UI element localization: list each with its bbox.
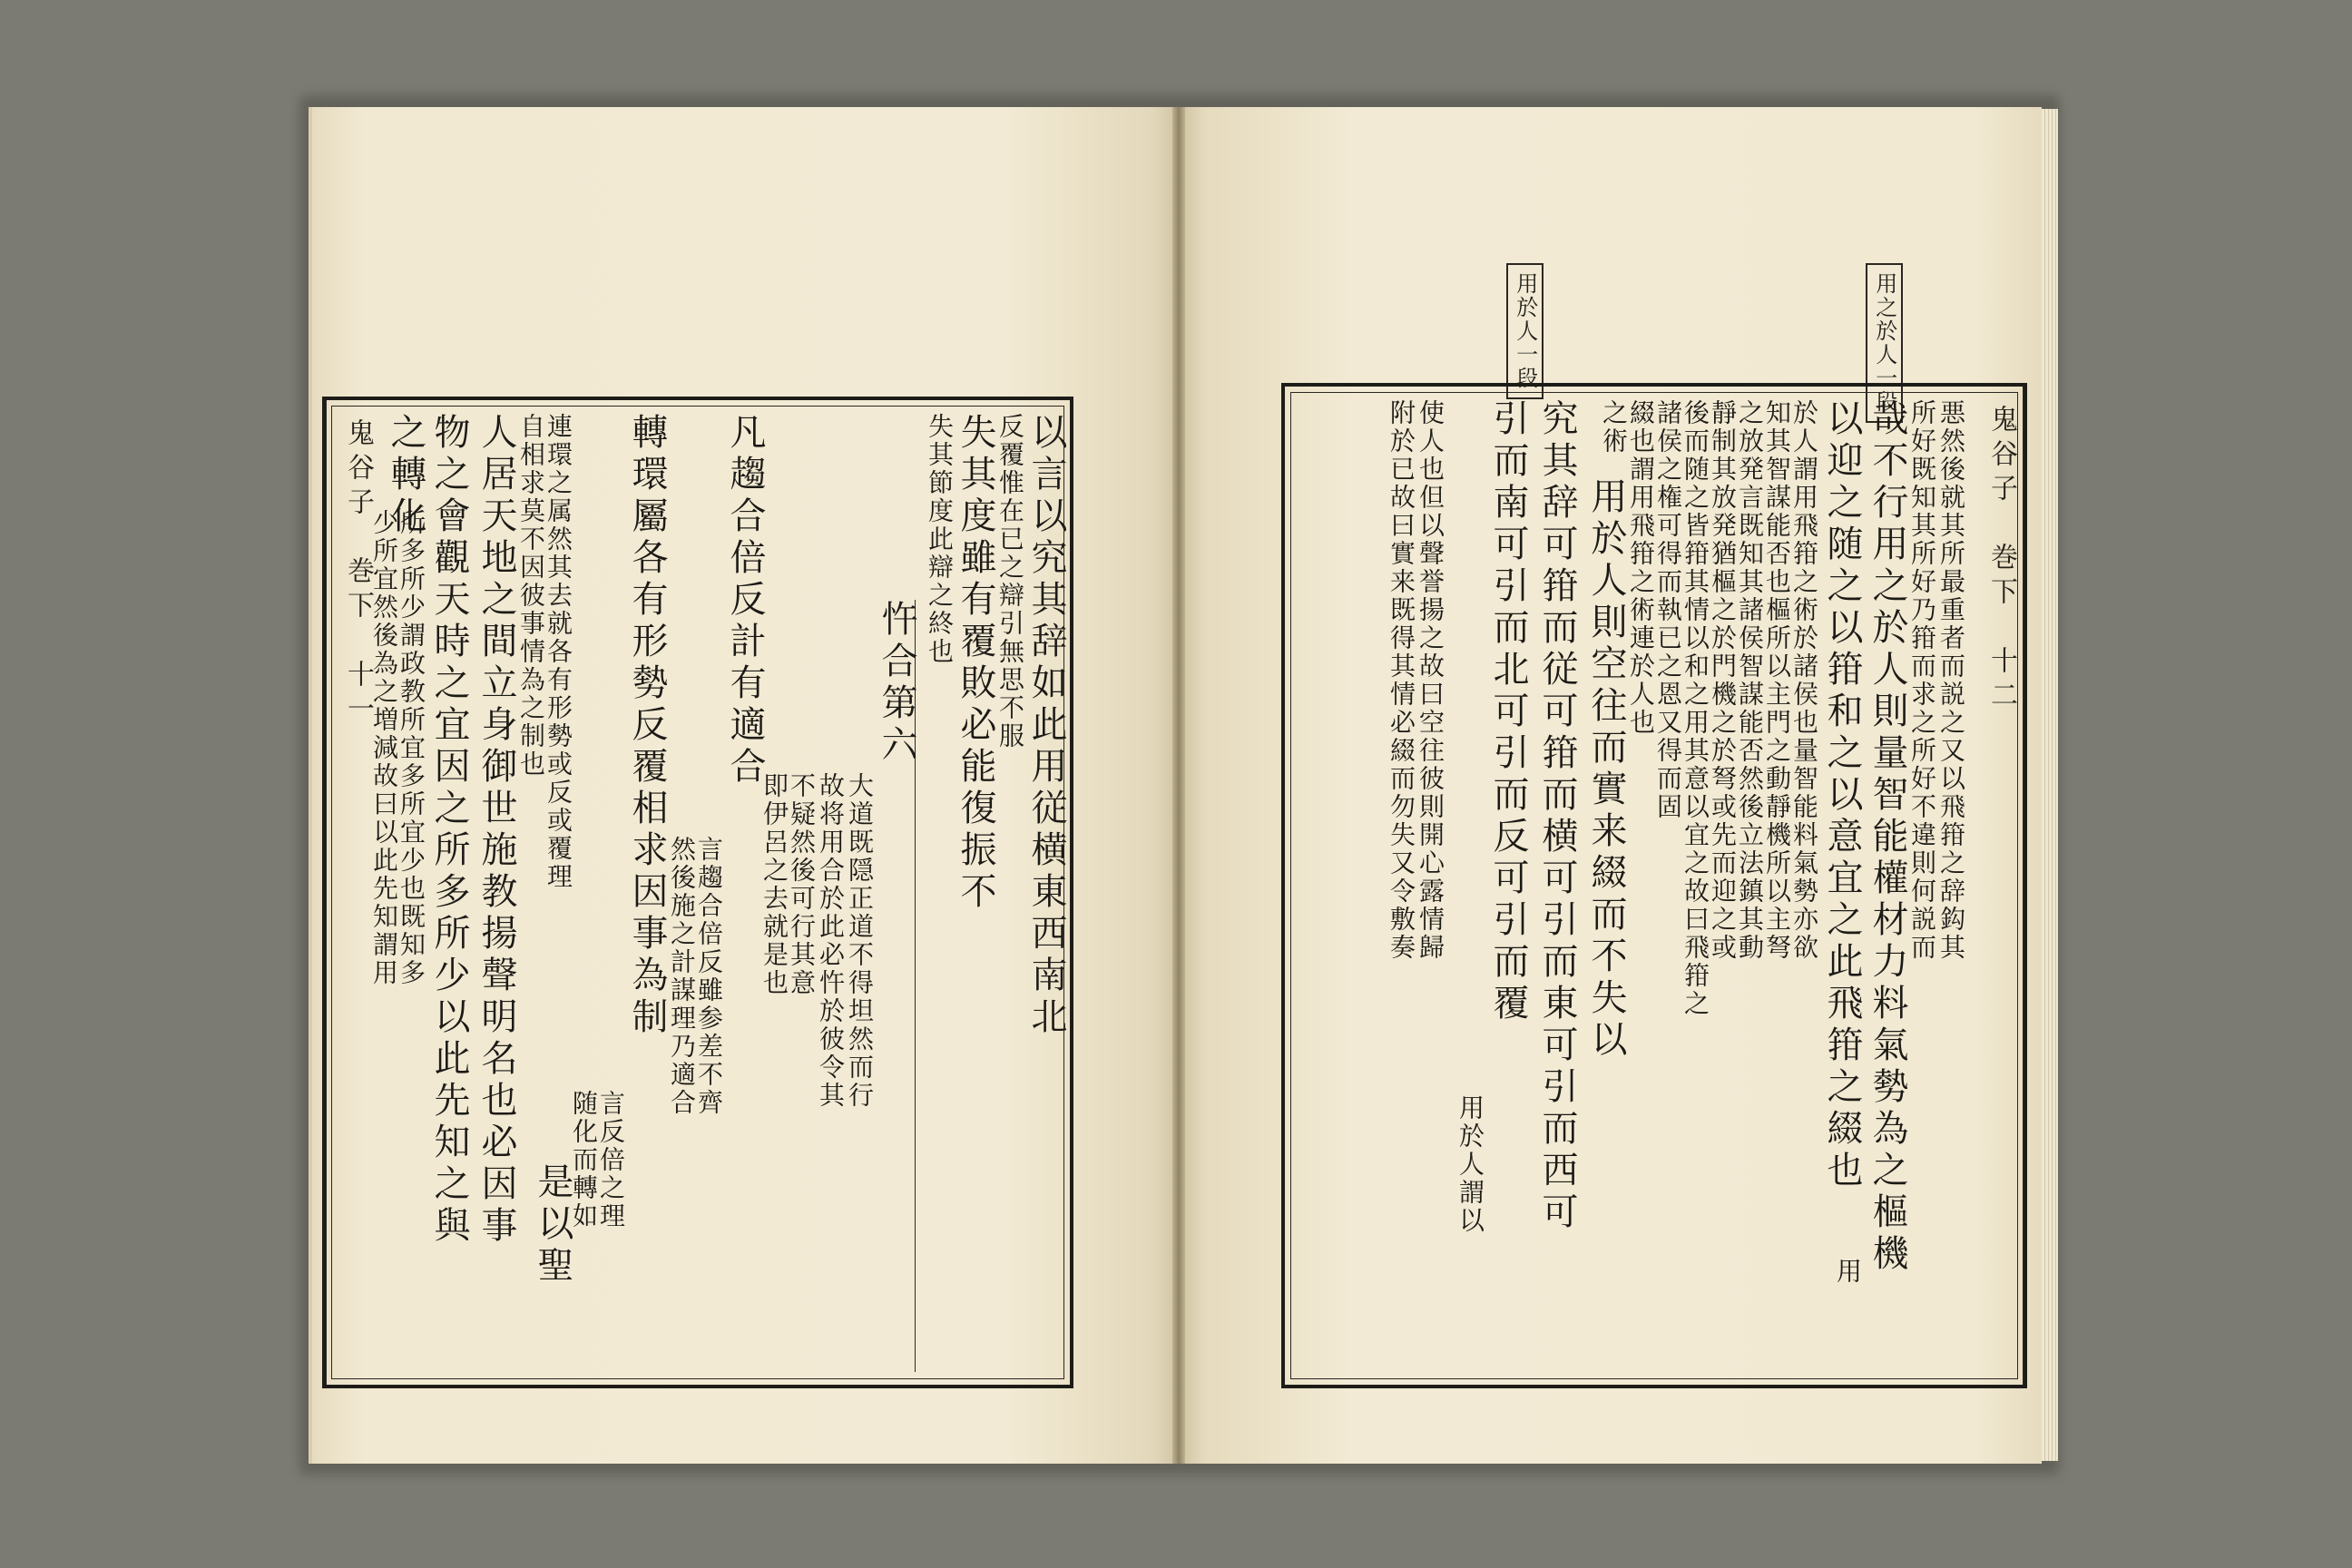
left-col-23: 少所宜然後為之増減故曰以此先知謂用	[369, 509, 399, 987]
left-col-12: 然後施之計謀理乃適合	[667, 836, 697, 1117]
left-col-16: 連環之属然其去就各有形勢或反或覆理	[544, 413, 573, 891]
right-col-12: 諸侯之権可得而執已之恩又得而固	[1653, 399, 1683, 821]
right-col-4: 哉	[1867, 399, 1908, 441]
left-col-13: 轉環屬各有形勢反覆相求因事為制	[626, 413, 668, 1039]
right-col-11: 後而随之皆箝其情以和之用其意以宜之故曰飛箝之	[1681, 399, 1710, 1018]
right-col-8: 知其智謀能否也樞所以主門之動靜機所以主弩	[1762, 399, 1792, 962]
right-col-9: 之放発言既知其諸侯智謀能否然後立法鎮其動	[1735, 399, 1765, 962]
left-col-17: 自相求莫不因彼事情為之制也	[516, 413, 546, 779]
left-col-8: 不疑然後可行其意	[787, 772, 817, 997]
left-text-block	[322, 397, 1073, 1388]
book-gutter	[1172, 107, 1185, 1464]
right-page-margin-label: 鬼谷子 巻下 十二	[1985, 405, 2017, 715]
right-col-5: 以迎之随之以箝和之以意宜之此飛箝之綴也	[1821, 399, 1863, 1192]
right-col-13: 綴也謂用飛箝之術連於人也	[1626, 399, 1656, 737]
left-col-21: 所多所少謂政教所宜多所宜少也既知多	[397, 509, 426, 987]
left-col-10: 凡趨合倍反計有適合	[724, 413, 766, 789]
left-col-15: 随化而轉如	[569, 1090, 599, 1230]
section-tab-2: 用於人一段	[1506, 263, 1544, 399]
left-col-3: 失其度雖有覆敗必能復振不	[955, 413, 996, 914]
left-col-6: 大道既隠正道不得坦然而行	[845, 772, 875, 1110]
section-tab-1: 用之於人一段	[1866, 263, 1903, 423]
left-col-9: 即伊呂之去就是也	[760, 772, 789, 997]
right-col-18: 用於人謂以	[1455, 1094, 1485, 1235]
left-col-7: 故将用合於此必忤於彼令其	[816, 772, 846, 1110]
left-col-2: 反覆惟在已之辯引無思不服	[995, 413, 1025, 750]
left-col-14: 言反倍之理	[596, 1090, 626, 1230]
left-col-20: 物之會觀天時之宜因之所多所少以此先知之與	[428, 413, 470, 1248]
right-col-16: 究其辞可箝而従可箝而横可引而東可引而西可	[1536, 399, 1578, 1234]
right-margin-strip	[1970, 387, 2024, 1385]
right-col-14: 之術	[1599, 399, 1629, 456]
page-edges	[2042, 109, 2058, 1461]
left-chapter-title: 忤合第六	[878, 600, 916, 1372]
right-col-20: 附於已故曰實来既得其情必綴而勿失又令敷奏	[1387, 399, 1416, 962]
right-col-3: 不行用之於人則量智能權材力料氣勢為之樞機	[1867, 441, 1908, 1276]
right-col-6: 用	[1833, 1258, 1863, 1286]
left-col-11: 言趨合倍反雖参差不齊	[694, 836, 724, 1117]
right-col-1: 悪然後就其所最重者而説之又以飛箝之辞鈎其	[1936, 399, 1966, 962]
right-col-10: 靜制其放発猶樞之於門機之於弩或先而迎之或	[1708, 399, 1738, 962]
left-col-18: 是以聖	[532, 1162, 573, 1288]
right-col-15: 用於人則空往而實来綴而不失以	[1585, 477, 1627, 1062]
left-col-4: 失其節度此辯之終也	[925, 413, 955, 666]
left-page-margin-label: 鬼谷子 巻下 十一	[342, 418, 374, 729]
right-col-2: 所好既知其所好乃箝而求之所好不違則何説而	[1907, 399, 1937, 962]
right-col-19: 使人也但以聲誉揚之故曰空往彼則開心露情歸	[1416, 399, 1446, 962]
left-col-22: 之轉化	[385, 413, 426, 538]
right-text-block	[1281, 383, 2027, 1388]
right-col-17: 引而南可引而北可引而反可引而覆	[1487, 399, 1529, 1025]
right-col-7: 於人謂用飛箝之術於諸侯也量智能料氣勢亦欲	[1789, 399, 1819, 962]
left-col-1: 以言以究其辞如此用従横東西南北	[1025, 413, 1067, 1039]
left-col-19: 人居天地之間立身御世施教揚聲明名也必因事	[475, 413, 517, 1248]
